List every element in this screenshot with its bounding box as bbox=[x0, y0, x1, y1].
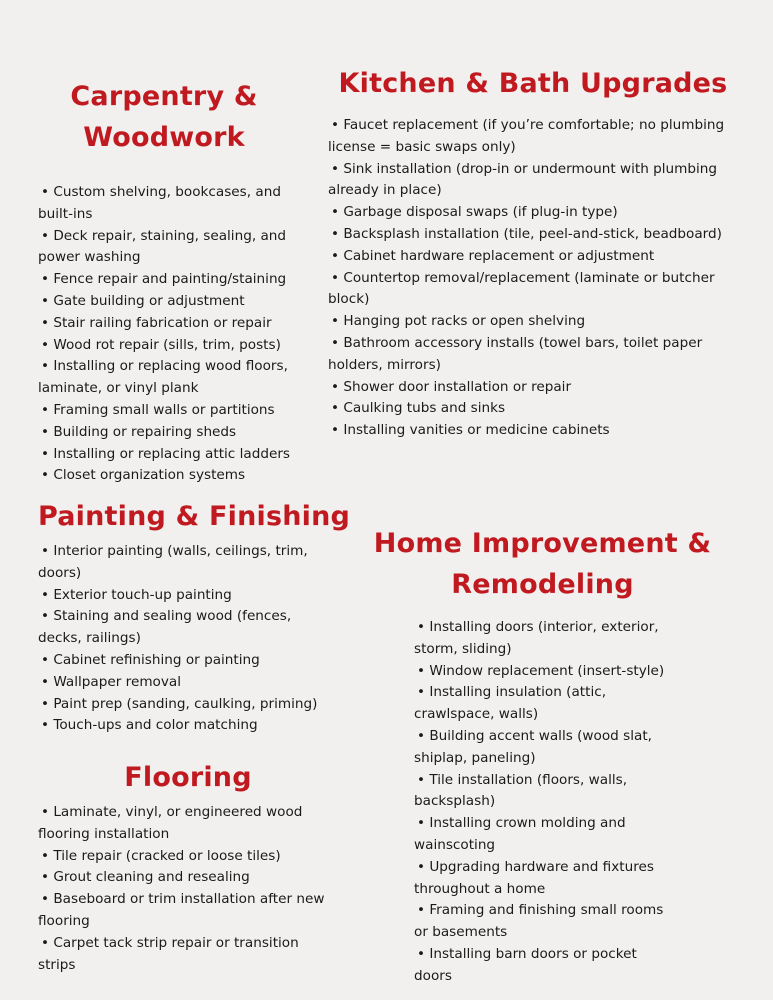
list-item: • Sink installation (drop-in or undermount with plumbing already in place) bbox=[328, 159, 728, 203]
list-item: • Framing small walls or partitions bbox=[38, 400, 290, 422]
list-item: • Backsplash installation (tile, peel-and-stick, beadboard) bbox=[328, 224, 728, 246]
list-item: • Custom shelving, bookcases, and built-ins bbox=[38, 182, 290, 226]
kitchen-bath-heading: Kitchen & Bath Upgrades bbox=[338, 68, 728, 99]
flooring-heading: Flooring bbox=[124, 762, 252, 793]
list-item: • Carpet tack strip repair or transition strips bbox=[38, 933, 330, 977]
list-item: • Interior painting (walls, ceilings, trim, doors) bbox=[38, 541, 338, 585]
list-item: • Staining and sealing wood (fences, decks, railings) bbox=[38, 606, 338, 650]
list-item: • Gate building or adjustment bbox=[38, 291, 290, 313]
kitchen-bath-section bbox=[328, 63, 728, 442]
list-item: • Installing barn doors or pocket doors bbox=[414, 944, 674, 988]
list-item: • Garbage disposal swaps (if plug-in type) bbox=[328, 202, 728, 224]
painting-section bbox=[38, 496, 351, 737]
list-item: • Laminate, vinyl, or engineered wood flooring installation bbox=[38, 802, 330, 846]
list-item: • Bathroom accessory installs (towel bars, toilet paper holders, mirrors) bbox=[328, 333, 728, 377]
list-item: • Deck repair, staining, sealing, and power washing bbox=[38, 226, 290, 270]
flooring-section bbox=[38, 757, 338, 976]
list-item: • Exterior touch-up painting bbox=[38, 585, 338, 607]
list-item: • Caulking tubs and sinks bbox=[328, 398, 728, 420]
list-item: • Window replacement (insert-style) bbox=[414, 661, 674, 683]
kitchen-bath-list bbox=[328, 115, 728, 442]
list-item: • Upgrading hardware and fixtures throughout a home bbox=[414, 857, 674, 901]
list-item: • Installing or replacing attic ladders bbox=[38, 444, 290, 466]
carpentry-section bbox=[38, 76, 290, 487]
flooring-list bbox=[38, 802, 330, 976]
list-item: • Paint prep (sanding, caulking, priming) bbox=[38, 694, 338, 716]
list-item: • Baseboard or trim installation after new flooring bbox=[38, 889, 330, 933]
list-item: • Grout cleaning and resealing bbox=[38, 867, 330, 889]
carpentry-list bbox=[38, 182, 290, 487]
list-item: • Touch-ups and color matching bbox=[38, 715, 338, 737]
home-improvement-list bbox=[414, 617, 674, 988]
list-item: • Installing insulation (attic, crawlspace, walls) bbox=[414, 682, 674, 726]
carpentry-heading: Carpentry & Woodwork bbox=[70, 81, 258, 153]
list-item: • Wood rot repair (sills, trim, posts) bbox=[38, 335, 290, 357]
list-item: • Wallpaper removal bbox=[38, 672, 338, 694]
list-item: • Cabinet hardware replacement or adjustment bbox=[328, 246, 728, 268]
list-item: • Installing or replacing wood floors, laminate, or vinyl plank bbox=[38, 356, 290, 400]
list-item: • Hanging pot racks or open shelving bbox=[328, 311, 728, 333]
list-item: • Installing vanities or medicine cabinets bbox=[328, 420, 728, 442]
list-item: • Tile installation (floors, walls, backsplash) bbox=[414, 770, 674, 814]
list-item: • Faucet replacement (if you’re comfortable; no plumbing license = basic swaps only) bbox=[328, 115, 728, 159]
painting-list bbox=[38, 541, 338, 737]
home-improvement-section bbox=[370, 523, 715, 988]
list-item: • Building accent walls (wood slat, shiplap, paneling) bbox=[414, 726, 674, 770]
list-item: • Tile repair (cracked or loose tiles) bbox=[38, 846, 330, 868]
list-item: • Closet organization systems bbox=[38, 465, 290, 487]
list-item: • Fence repair and painting/staining bbox=[38, 269, 290, 291]
home-improvement-heading: Home Improvement & Remodeling bbox=[373, 528, 712, 600]
list-item: • Cabinet refinishing or painting bbox=[38, 650, 338, 672]
list-item: • Installing doors (interior, exterior, storm, sliding) bbox=[414, 617, 674, 661]
list-item: • Stair railing fabrication or repair bbox=[38, 313, 290, 335]
list-item: • Countertop removal/replacement (laminate or butcher block) bbox=[328, 268, 728, 312]
list-item: • Installing crown molding and wainscoting bbox=[414, 813, 674, 857]
list-item: • Framing and finishing small rooms or basements bbox=[414, 900, 674, 944]
list-item: • Shower door installation or repair bbox=[328, 377, 728, 399]
list-item: • Building or repairing sheds bbox=[38, 422, 290, 444]
painting-heading: Painting & Finishing bbox=[38, 501, 351, 532]
